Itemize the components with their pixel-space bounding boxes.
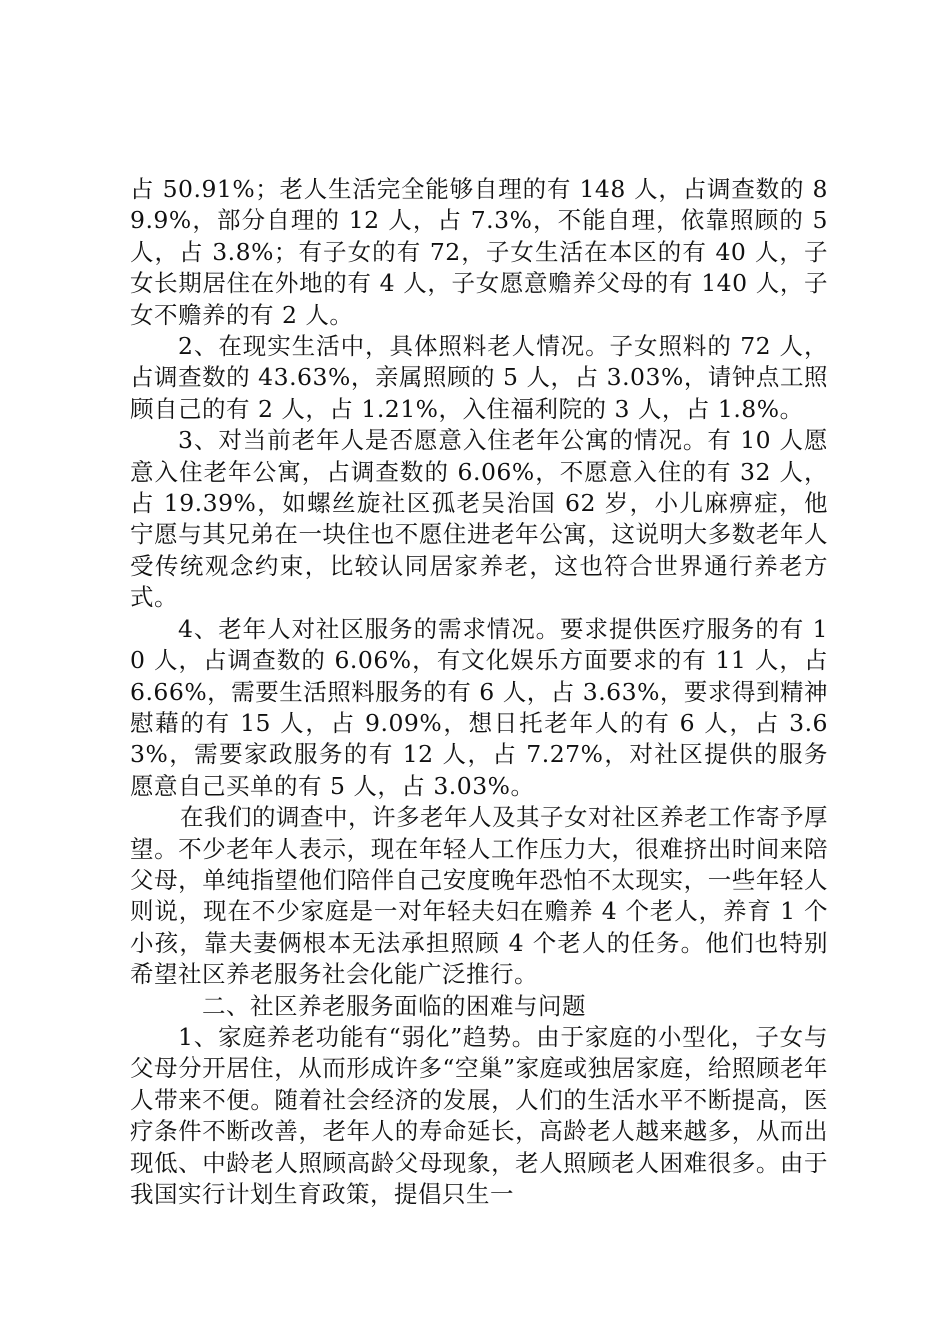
paragraph-expectations: 在我们的调查中，许多老年人及其子女对社区养老工作寄予厚望。不少老年人表示，现在年轻人工作压力大，很难挤出时间来陪父母，单纯指望他们陪伴自己安度晚年恐怕不太现实，一些年轻人则说，现在不少家庭是一对年轻夫妇在赡养 4 个老人，养育 1 个小孩，靠夫妻俩根本无法承担照顾 4 个老人的任务。他们也特别希望社区养老服务社会化能广泛推行。	[130, 803, 828, 989]
paragraph-family-care-weakening: 1、家庭养老功能有“弱化”趋势。由于家庭的小型化，子女与父母分开居住，从而形成许多“空巢”家庭或独居家庭，给照顾老年人带来不便。随着社会经济的发展，人们的生活水平不断提高，医疗条件不断改善，老年人的寿命延长，高龄老人越来越多，从而出现低、中龄老人照顾高龄父母现象，老人照顾老人困难很多。由于我国实行计划生育政策，提倡只生一	[130, 1022, 828, 1208]
section-heading-difficulties: 二、社区养老服务面临的困难与问题	[202, 991, 586, 1020]
paragraph-survey-self-care: 占 50.91%；老人生活完全能够自理的有 148 人，占调查数的 89.9%，部分自理的 12 人，占 7.3%，不能自理，依靠照顾的 5 人，占 3.8%；有子女的有 72，子女生活在本区的有 40 人，子女长期居住在外地的有 4 人，子女愿意赡养父母的有 140 人，子女不赡养的有 2 人。	[130, 175, 828, 329]
paragraph-service-needs: 4、老年人对社区服务的需求情况。要求提供医疗服务的有 10 人，占调查数的 6.06%，有文化娱乐方面要求的有 11 人，占 6.66%，需要生活照料服务的有 6 人，占 3.63%，要求得到精神慰藉的有 15 人，占 9.09%，想日托老年人的有 6 人，占 3.63%，需要家政服务的有 12 人，占 7.27%，对社区提供的服务愿意自己买单的有 5 人，占 3.03%。	[130, 614, 828, 800]
paragraph-apartment-willingness: 3、对当前老年人是否愿意入住老年公寓的情况。有 10 人愿意入住老年公寓，占调查数的 6.06%，不愿意入住的有 32 人，占 19.39%，如螺丝旋社区孤老吴治国 62 岁，小儿麻痹症，他宁愿与其兄弟在一块住也不愿住进老年公寓，这说明大多数老年人受传统观念约束，比较认同居家养老，这也符合世界通行养老方式。	[130, 426, 828, 612]
document-page	[130, 174, 828, 1210]
paragraph-care-situation: 2、在现实生活中，具体照料老人情况。子女照料的 72 人，占调查数的 43.63%，亲属照顾的 5 人，占 3.03%，请钟点工照顾自己的有 2 人，占 1.21%，入住福利院的 3 人，占 1.8%。	[130, 332, 828, 423]
